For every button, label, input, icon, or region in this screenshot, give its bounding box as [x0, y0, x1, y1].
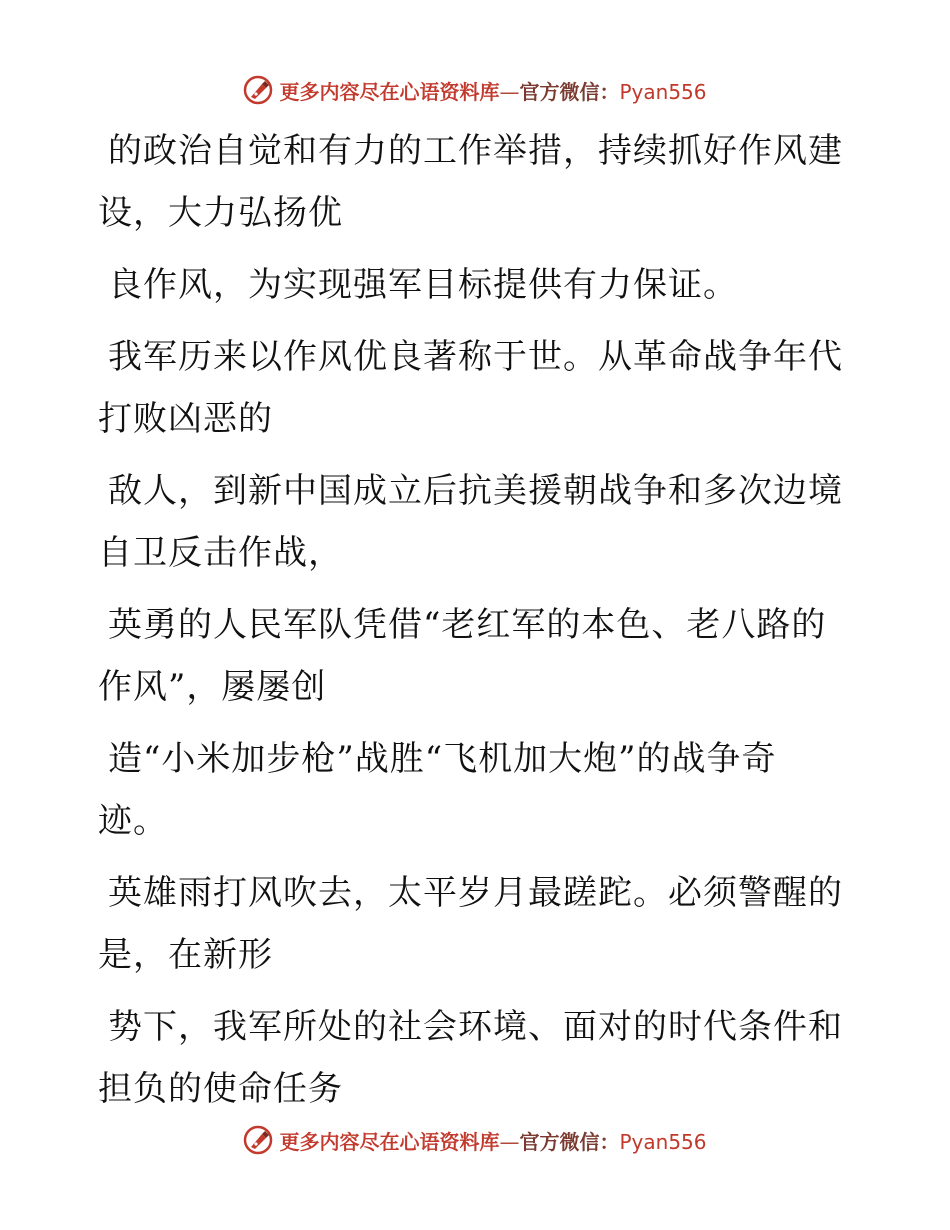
document-body [98, 120, 858, 1120]
text-line: 势下，我军所处的社会环境、面对的时代条件和 [108, 1007, 843, 1047]
text-line: 打败凶恶的 [98, 399, 273, 439]
text-line: 迹。 [98, 801, 168, 841]
text-line: 造“小米加步枪”战胜“飞机加大炮”的战争奇 [108, 739, 777, 779]
header-watermark-banner [0, 70, 950, 110]
text-line: 担负的使命任务 [98, 1069, 343, 1109]
paragraph [98, 326, 858, 450]
paragraph [98, 460, 858, 584]
text-line: 作风”，屡屡创 [98, 667, 327, 707]
text-line: 英勇的人民军队凭借“老红军的本色、老八路的 [108, 605, 827, 645]
pen-nib-logo-icon [243, 1125, 273, 1155]
paragraph [98, 728, 858, 852]
text-line: 的政治自觉和有力的工作举措，持续抓好作风建 [108, 131, 843, 171]
text-line: 设，大力弘扬优 [98, 193, 343, 233]
pen-nib-logo-icon [243, 75, 273, 105]
banner-wechat-label: 官方微信： [519, 1129, 620, 1154]
paragraph [98, 254, 858, 316]
banner-main-text: 更多内容尽在心语资料库 [279, 1129, 500, 1154]
banner-dash: — [499, 79, 520, 104]
banner-dash: — [499, 1129, 520, 1154]
paragraph [98, 862, 858, 986]
paragraph [98, 594, 858, 718]
paragraph [98, 996, 858, 1120]
text-line: 良作风，为实现强军目标提供有力保证。 [108, 265, 738, 305]
text-line: 是，在新形 [98, 935, 273, 975]
banner-wechat-id: Pyan556 [619, 1129, 707, 1154]
paragraph [98, 120, 858, 244]
banner-main-text: 更多内容尽在心语资料库 [279, 79, 500, 104]
footer-watermark-banner [0, 1120, 950, 1160]
text-line: 英雄雨打风吹去，太平岁月最蹉跎。必须警醒的 [108, 873, 843, 913]
text-line: 敌人，到新中国成立后抗美援朝战争和多次边境 [108, 471, 843, 511]
banner-wechat-label: 官方微信： [519, 79, 620, 104]
text-line: 自卫反击作战， [98, 533, 343, 573]
text-line: 我军历来以作风优良著称于世。从革命战争年代 [108, 337, 843, 377]
banner-wechat-id: Pyan556 [619, 79, 707, 104]
